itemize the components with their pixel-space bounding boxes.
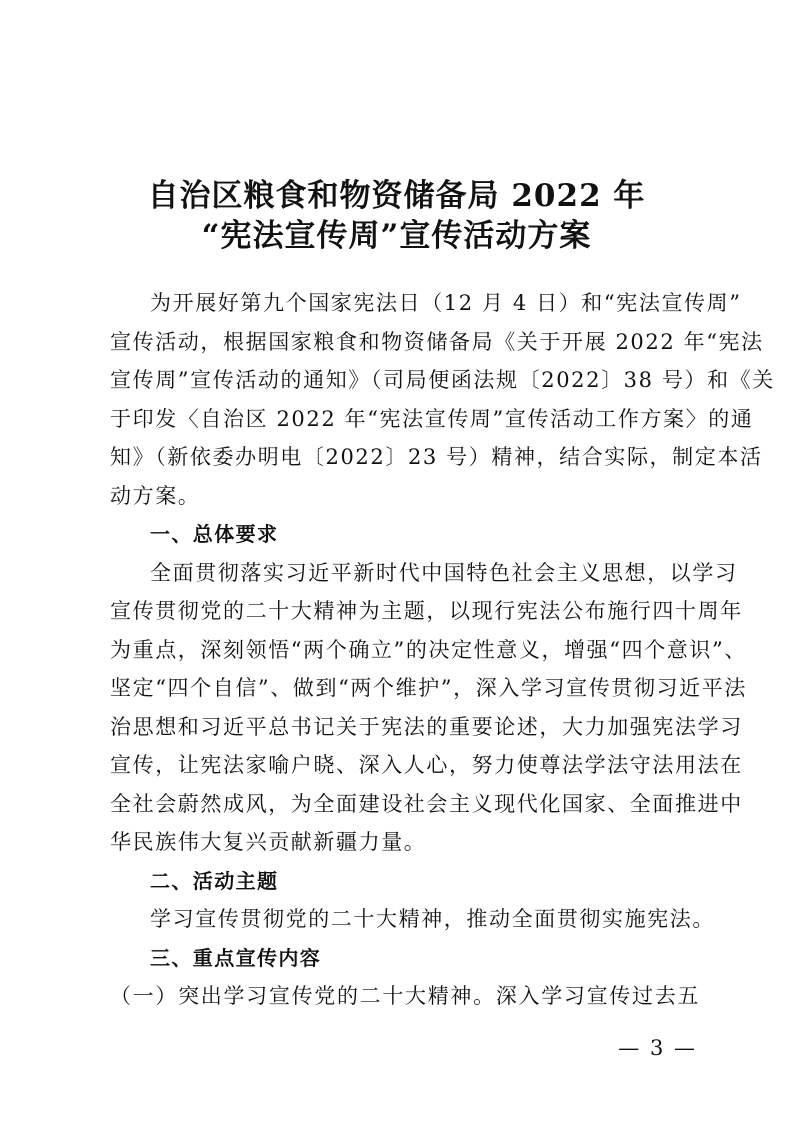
paragraph-line: （一）突出学习宣传党的二十大精神。深入学习宣传过去五 (110, 984, 700, 1008)
paragraph-line: 治思想和习近平总书记关于宪法的重要论述，大力加强宪法学习 (110, 714, 743, 739)
section-heading-general-requirements: 一、总体要求 (150, 522, 279, 546)
paragraph-line: 全面贯彻落实习近平新时代中国特色社会主义思想，以学习 (150, 560, 738, 585)
paragraph-line: 为重点，深刻领悟“两个确立”的决定性意义，增强“四个意识”、 (110, 637, 747, 662)
section-heading-key-content: 三、重点宣传内容 (150, 945, 322, 970)
paragraph-line: 宣传，让宪法家喻户晓、深入人心，努力使尊法学法守法用法在 (110, 753, 743, 777)
paragraph-line: 知》（新依委办明电〔2022〕23 号）精神，结合实际，制定本活 (110, 445, 763, 469)
paragraph-line: 动方案。 (110, 483, 201, 508)
document-body (110, 284, 775, 1016)
paragraph-line: 宣传活动，根据国家粮食和物资储备局《关于开展 2022 年“宪法 (110, 329, 764, 354)
paragraph-line: 宣传周”宣传活动的通知》（司局便函法规〔2022〕38 号）和《关 (110, 368, 775, 392)
document-title-line-1: 自治区粮食和物资储备局 2022 年 (147, 178, 646, 214)
paragraph-line: 坚定“四个自信”、做到“两个维护”，深入学习宣传贯彻习近平法 (110, 676, 747, 700)
paragraph-line: 学习宣传贯彻党的二十大精神，推动全面贯彻实施宪法。 (150, 907, 715, 931)
paragraph-line: 宣传贯彻党的二十大精神为主题，以现行宪法公布施行四十周年 (110, 599, 743, 623)
page-number: — 3 — (618, 1036, 697, 1060)
section-heading-activity-theme: 二、活动主题 (150, 868, 279, 893)
paragraph-line: 为开展好第九个国家宪法日（12 月 4 日）和“宪法宣传周” (150, 291, 742, 315)
paragraph-line: 全社会蔚然成风，为全面建设社会主义现代化国家、全面推进中 (110, 791, 743, 816)
paragraph-line: 于印发〈自治区 2022 年“宪法宣传周”宣传活动工作方案〉的通 (110, 406, 754, 431)
paragraph-line: 华民族伟大复兴贡献新疆力量。 (110, 830, 427, 854)
document-title-line-2: “宪法宣传周”宣传活动方案 (201, 218, 592, 254)
